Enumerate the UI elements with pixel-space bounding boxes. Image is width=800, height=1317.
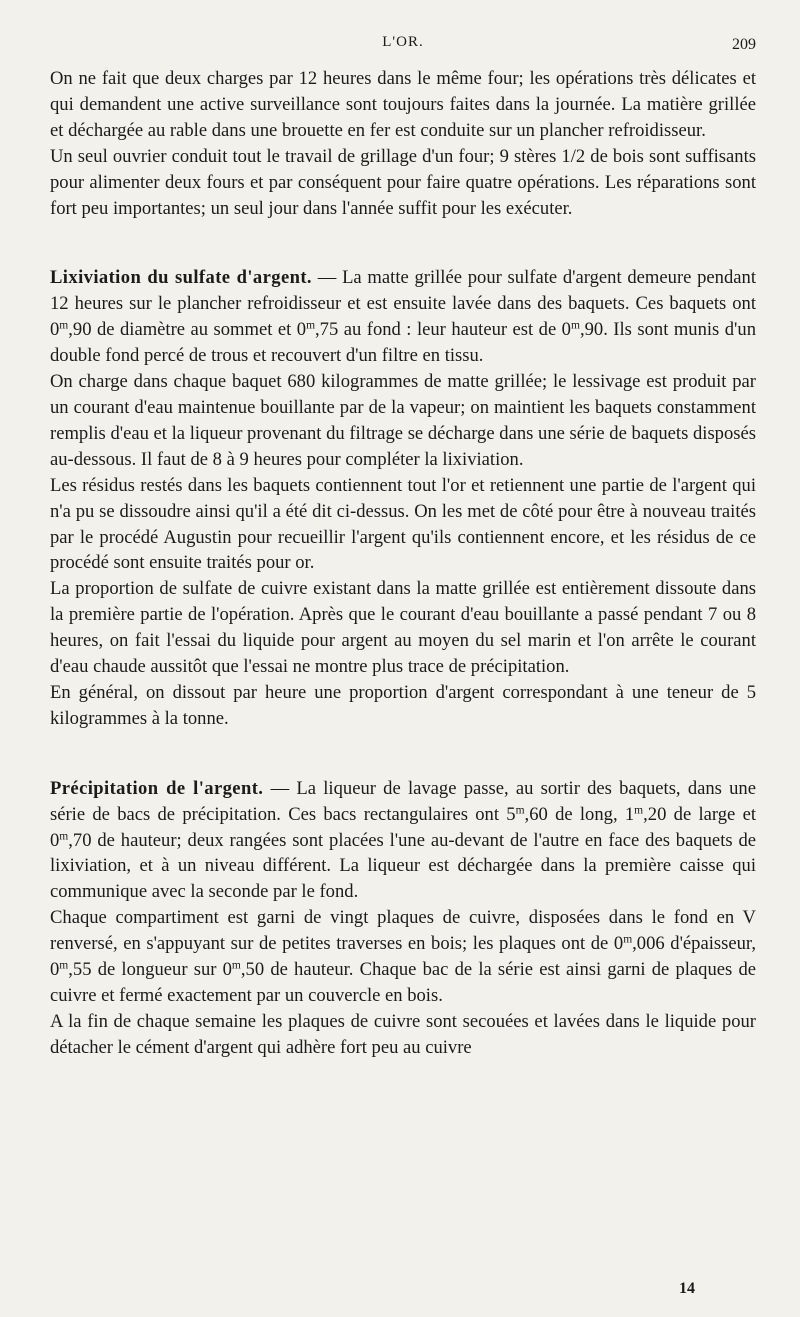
unit-superscript: m (623, 933, 633, 946)
unit-superscript: m (570, 319, 580, 332)
unit-superscript: m (59, 830, 69, 843)
page-number: 209 (732, 36, 756, 53)
section-title-precipitation: Précipitation de l'argent. (50, 777, 264, 799)
text-run: — La matte grillée pour sulfate d'argent demeure pendant 12 heures sur le plancher refroidisseur et est ensuite lavée dans des baquets. Ces baquets ont 0 (50, 267, 756, 341)
text-run: ,70 de hauteur; deux rangées sont placées l'une au-devant de l'autre en face des baquets de lixiviation, et à un niveau différent. La liqueur est déchargée dans la première caisse qui communique avec la seconde par le fond. (50, 829, 756, 903)
text-run: ,60 de long, 1 (524, 803, 635, 825)
text-run: ,50 de hauteur. Chaque bac de la série est ainsi garni de plaques de cuivre et fermé exactement par un couvercle en bois. (50, 959, 756, 1006)
unit-superscript: m (634, 804, 644, 817)
running-head (50, 34, 756, 58)
text-run: ,20 de large et 0 (50, 803, 756, 851)
unit-superscript: m (231, 959, 241, 972)
paragraph: A la fin de chaque semaine les plaques de cuivre sont secouées et lavées dans le liquide pour détacher le cément d'argent qui adhère fort peu au cuivre (50, 1010, 756, 1058)
paragraph (50, 905, 756, 1009)
text-run: Chaque compartiment est garni de vingt plaques de cuivre, disposées dans le fond en V renversé, en s'appuyant sur de petites traverses en bois; les plaques ont de 0 (50, 907, 756, 955)
unit-superscript: m (59, 959, 69, 972)
text-run: ,75 au fond : leur hauteur est de 0 (315, 319, 571, 341)
paragraph: Un seul ouvrier conduit tout le travail de grillage d'un four; 9 stères 1/2 de bois sont suffisants pour alimenter deux fours et par conséquent pour faire quatre opérations. Les réparations sont fort peu importantes; un seul jour dans l'année suffit pour les exécuter. (50, 145, 756, 219)
paragraph: La proportion de sulfate de cuivre existant dans la matte grillée est entièrement dissoute dans la première partie de l'opération. Après que le courant d'eau bouillante a passé pendant 7 ou 8 heures, on fait l'essai du liquide pour argent au moyen du sel marin et l'on arrête le courant d'eau chaude aussitôt que l'essai ne montre plus trace de précipitation. (50, 578, 756, 678)
text-run: — La liqueur de lavage passe, au sortir des baquets, dans une série de bacs de précipitation. Ces bacs rectangulaires ont 5 (50, 777, 756, 825)
signature-mark: 14 (679, 1280, 695, 1297)
section-lixiviation-intro (50, 265, 756, 369)
unit-superscript: m (515, 804, 525, 817)
unit-superscript: m (306, 319, 316, 332)
section-precipitation-intro (50, 776, 756, 906)
section-gap (50, 221, 756, 265)
text-run: ,90. Ils sont munis d'un double fond percé de trous et recouvert d'un filtre en tissu. (50, 319, 757, 367)
paragraph: On charge dans chaque baquet 680 kilogrammes de matte grillée; le lessivage est produit par un courant d'eau maintenue bouillante par de la vapeur; on maintient les baquets constamment remplis d'eau et la liqueur provenant du filtrage se décharge dans une série de baquets disposés au-dessous. Il faut de 8 à 9 heures pour compléter la lixiviation. (50, 371, 756, 470)
text-run: ,90 de diamètre au sommet et 0 (68, 319, 307, 341)
body-text (50, 66, 756, 1061)
paragraph: Les résidus restés dans les baquets contiennent tout l'or et retiennent une partie de l'argent qui n'a pu se dissoudre ainsi qu'il a été dit ci-dessus. On les met de côté pour être à nouveau traités par le procédé Augustin pour recueillir l'argent qu'ils contiennent encore, et les résidus de ce procédé sont ensuite traités pour or. (50, 474, 756, 574)
section-gap (50, 732, 756, 776)
paragraph: En général, on dissout par heure une proportion d'argent correspondant à une teneur de 5 kilogrammes à la tonne. (50, 681, 756, 729)
text-run: ,006 d'épaisseur, 0 (50, 933, 757, 981)
text-run: ,55 de longueur sur 0 (68, 959, 232, 981)
paragraph: On ne fait que deux charges par 12 heures dans le même four; les opérations très délicates et qui demandent une active surveillance sont toujours faites dans la journée. La matière grillée et déchargée au rable dans une brouette en fer est conduite sur un plancher refroidisseur. (50, 68, 756, 141)
unit-superscript: m (59, 319, 69, 332)
section-title-lixiviation: Lixiviation du sulfate d'argent. (50, 267, 312, 289)
running-title: L'OR. (382, 34, 424, 50)
